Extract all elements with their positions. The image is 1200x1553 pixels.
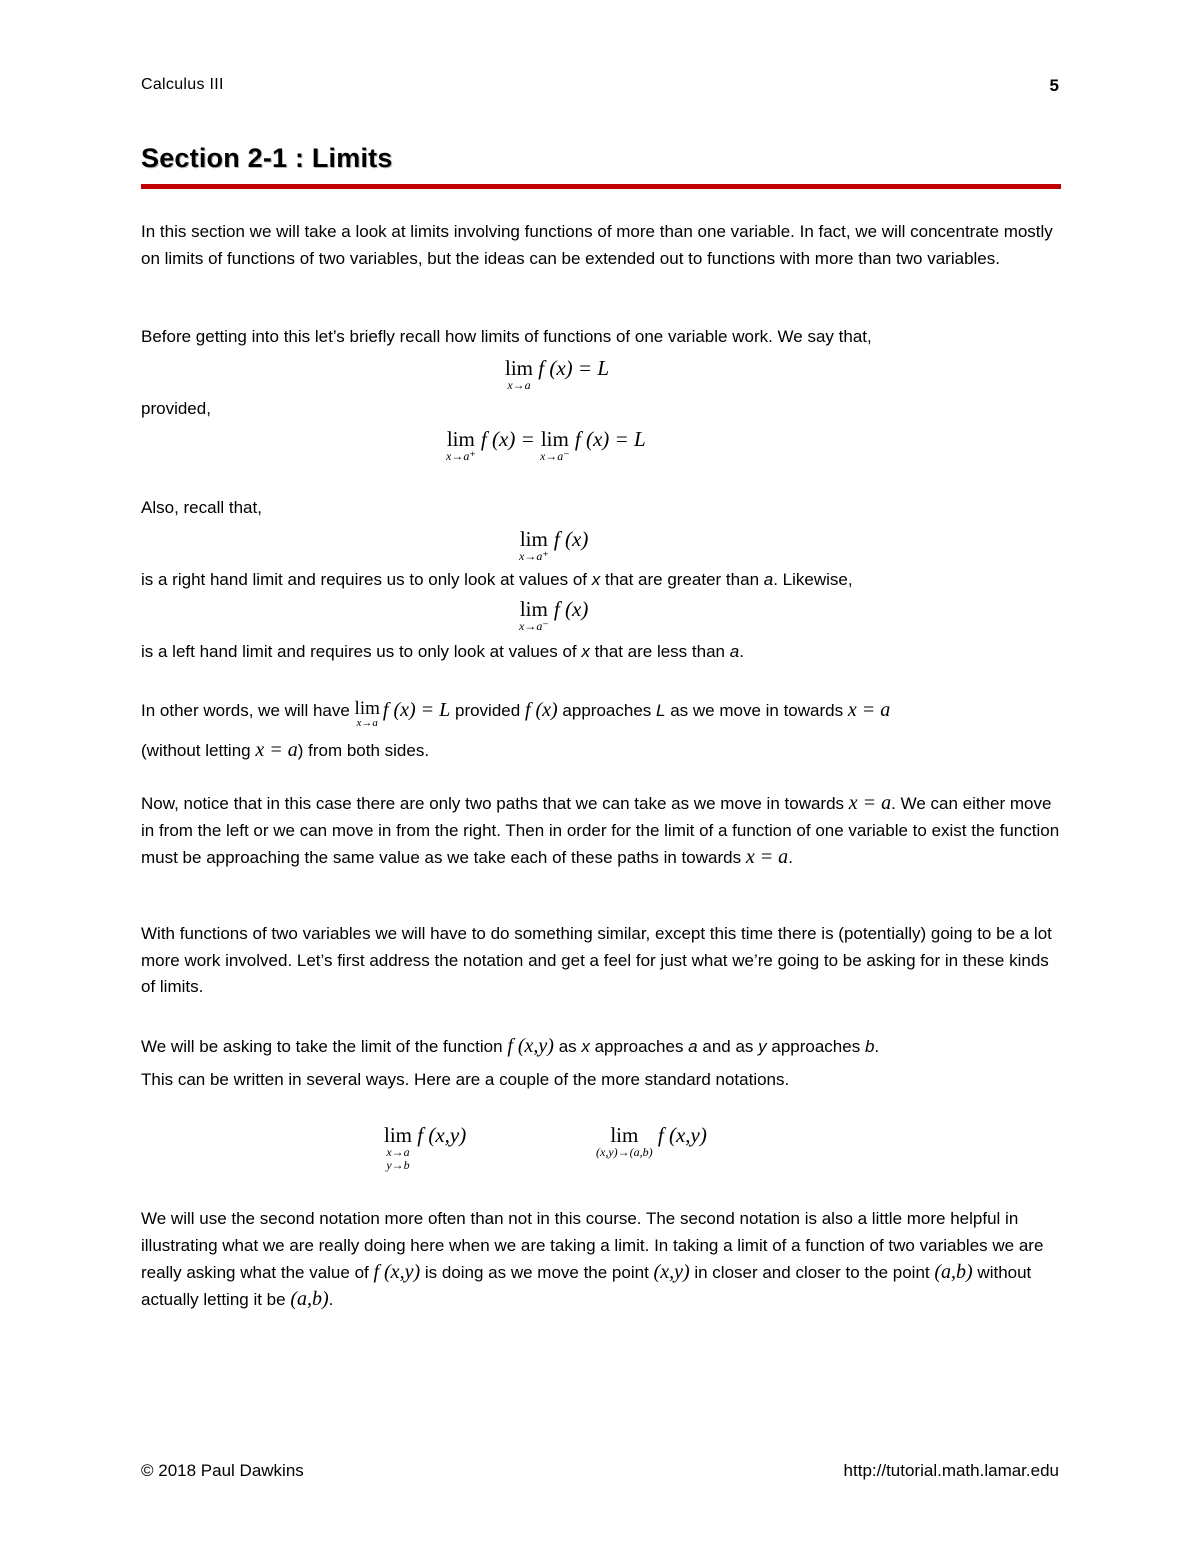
second-notation-paragraph: We will use the second notation more often than not in this course. The second notation is also a little more helpful in illustrating what we are really doing here when we are taking a limit. In taking a limit of a function of two variables we are really asking what the value of f (x,y) is doing as we move the point (x,y) in closer and closer to the point (a,b) without actually letting it be (a,b). [141, 1209, 1044, 1310]
limit-operator: lim x→a⁻ [519, 597, 549, 633]
section-title: Section 2-1 : Limits [141, 143, 393, 173]
notations-intro: This can be written in several ways. Here are a couple of the more standard notations. [141, 1070, 790, 1089]
limit-operator: lim x→a y→b [384, 1123, 413, 1172]
copyright-footer: © 2018 Paul Dawkins [141, 1461, 304, 1480]
notation-point-limit: lim (x,y)→(a,b) f (x,y) [596, 1123, 707, 1159]
course-header: Calculus III [141, 76, 224, 93]
limit-operator: lim x→a⁻ [539, 427, 570, 463]
limit-question-line: We will be asking to take the limit of the function f (x,y) as x approaches a and as y approaches b. [141, 1035, 880, 1057]
notation-separate-limits: lim x→a y→b f (x,y) [384, 1123, 467, 1172]
two-paths-paragraph: Now, notice that in this case there are only two paths that we can take as we move in towards x = a. We can either move in from the left or we can move in from the right. Then in order for the limit of a function of one variable to exist the function must be approaching the same value as we take each of these paths in towards x = a. [141, 792, 1060, 868]
page-number: 5 [1049, 76, 1059, 95]
two-variables-paragraph: With functions of two variables we will have to do something similar, except this time there is (potentially) going to be a lot more work involved. Let’s first address the notation and get a feel for just what we’re going to be asking for in these kinds of limits. [141, 924, 1052, 996]
other-words-line-1: In other words, we will have lim x→a f (x) = L provided f (x) approaches L as we move in towards x = a [141, 698, 891, 729]
source-url-footer[interactable]: http://tutorial.math.lamar.edu [843, 1461, 1059, 1480]
equation-one-sided-equality: lim x→a⁺ f (x) = lim x→a⁻ f (x) = L [446, 427, 646, 463]
also-recall-label: Also, recall that, [141, 498, 262, 517]
equation-limit-definition: lim x→a f (x) = L [505, 356, 610, 392]
limit-operator: lim (x,y)→(a,b) [596, 1123, 653, 1159]
equation-right-hand-limit: lim x→a⁺ f (x) [519, 527, 589, 563]
intro-paragraph: In this section we will take a look at limits involving functions of more than one variable. In fact, we will concentrate mostly on limits of functions of two variables, but the ideas can be extended out to functions with more than two variables. [141, 222, 1053, 268]
title-divider [141, 184, 1061, 189]
limit-operator: lim x→a⁺ [446, 427, 476, 463]
right-hand-paragraph: is a right hand limit and requires us to only look at values of x that are greater than a. Likewise, [141, 570, 853, 589]
recall-paragraph: Before getting into this let’s briefly recall how limits of functions of one variable work. We say that, [141, 327, 872, 346]
limit-operator: lim x→a [505, 356, 534, 392]
other-words-line-2: (without letting x = a) from both sides. [141, 739, 430, 761]
equation-left-hand-limit: lim x→a⁻ f (x) [519, 597, 589, 633]
provided-label: provided, [141, 399, 211, 418]
limit-operator: lim x→a⁺ [519, 527, 549, 563]
limit-operator: lim x→a [354, 698, 380, 729]
left-hand-paragraph: is a left hand limit and requires us to only look at values of x that are less than a. [141, 642, 744, 661]
